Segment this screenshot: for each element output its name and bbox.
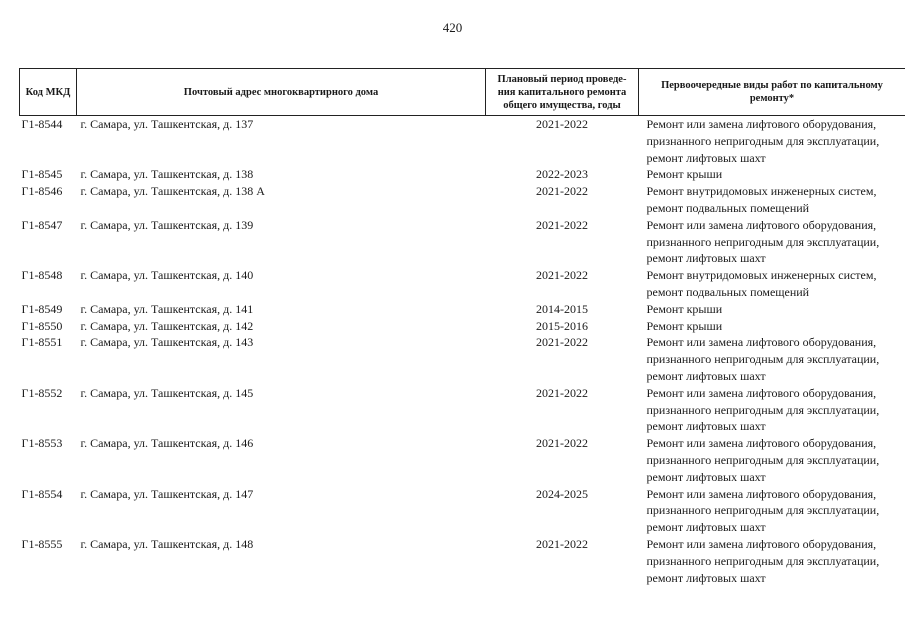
header-period — [486, 69, 639, 116]
cell-works — [639, 334, 905, 384]
works-line: ремонт подвальных помещений — [646, 200, 810, 215]
cell-works — [639, 435, 905, 485]
cell-address: г. Самара, ул. Ташкентская, д. 146 — [80, 436, 254, 451]
cell-period: 2021-2022 — [536, 536, 588, 551]
works-line: Ремонт или замена лифтового оборудования, — [646, 335, 877, 350]
table-row — [20, 301, 905, 318]
cell-works — [639, 536, 905, 586]
works-line: признанного непригодным для эксплуатации, — [646, 234, 880, 249]
works-line: признанного непригодным для эксплуатации, — [646, 452, 880, 467]
header-period-line: Плановый период проведе- — [497, 73, 627, 85]
cell-address: г. Самара, ул. Ташкентская, д. 142 — [80, 318, 254, 333]
cell-period: 2021-2022 — [536, 184, 588, 199]
page-number: 420 — [442, 20, 463, 35]
cell-code: Г1-8550 — [21, 318, 63, 333]
works-line: Ремонт крыши — [646, 301, 723, 316]
table-row — [20, 116, 905, 167]
cell-code: Г1-8544 — [21, 117, 63, 131]
table-row — [20, 486, 905, 536]
works-line: ремонт лифтовых шахт — [646, 570, 766, 585]
cell-period: 2021-2022 — [536, 335, 588, 350]
header-period-line: ния капитального ремонта — [497, 86, 627, 98]
cell-address: г. Самара, ул. Ташкентская, д. 140 — [80, 268, 254, 283]
cell-period: 2021-2022 — [536, 217, 588, 232]
header-address: Почтовый адрес многоквартирного дома — [77, 69, 486, 116]
cell-period: 2014-2015 — [536, 301, 588, 316]
cell-works — [639, 267, 905, 301]
works-line: ремонт лифтовых шахт — [646, 469, 766, 484]
works-line: ремонт подвальных помещений — [646, 284, 810, 299]
cell-period: 2024-2025 — [536, 486, 588, 501]
cell-works — [639, 166, 905, 183]
works-line: признанного непригодным для эксплуатации, — [646, 133, 880, 148]
cell-period: 2021-2022 — [536, 268, 588, 283]
table-body — [20, 116, 905, 587]
works-line: ремонт лифтовых шахт — [646, 520, 766, 535]
cell-code: Г1-8553 — [21, 436, 63, 451]
cell-code: Г1-8545 — [21, 167, 63, 182]
cell-code: Г1-8547 — [21, 217, 63, 232]
table-row — [20, 217, 905, 267]
cell-address: г. Самара, ул. Ташкентская, д. 138 — [80, 167, 254, 182]
works-line: Ремонт или замена лифтового оборудования, — [646, 385, 877, 400]
works-line: ремонт лифтовых шахт — [646, 419, 766, 434]
cell-period: 2021-2022 — [536, 436, 588, 451]
cell-address: г. Самара, ул. Ташкентская, д. 147 — [80, 486, 254, 501]
cell-works — [639, 183, 905, 217]
works-line: ремонт лифтовых шахт — [646, 368, 766, 383]
cell-works — [639, 318, 905, 335]
table-row — [20, 318, 905, 335]
table-row — [20, 334, 905, 384]
cell-period: 2022-2023 — [536, 167, 588, 182]
cell-works — [639, 486, 905, 536]
table-row — [20, 536, 905, 586]
header-works-line: Первоочередные виды работ по капитальному — [661, 80, 883, 91]
table-row — [20, 385, 905, 435]
cell-code: Г1-8551 — [21, 335, 63, 350]
works-line: признанного непригодным для эксплуатации, — [646, 402, 880, 417]
cell-address: г. Самара, ул. Ташкентская, д. 148 — [80, 536, 254, 551]
cell-period: 2021-2022 — [536, 385, 588, 400]
header-period-line: общего имущества, годы — [503, 99, 621, 111]
cell-code: Г1-8555 — [21, 536, 63, 551]
cell-works — [639, 116, 905, 167]
header-works-line: ремонту* — [749, 93, 795, 104]
table-row — [20, 435, 905, 485]
cell-address: г. Самара, ул. Ташкентская, д. 138 А — [80, 184, 265, 199]
cell-works — [639, 217, 905, 267]
works-line: Ремонт или замена лифтового оборудования, — [646, 117, 877, 131]
cell-works — [639, 385, 905, 435]
works-line: признанного непригодным для эксплуатации, — [646, 503, 880, 518]
cell-period: 2021-2022 — [536, 117, 588, 131]
cell-address: г. Самара, ул. Ташкентская, д. 137 — [80, 117, 254, 131]
works-line: Ремонт крыши — [646, 318, 723, 333]
header-row — [20, 69, 905, 116]
works-line: ремонт лифтовых шахт — [646, 150, 766, 165]
works-line: ремонт лифтовых шахт — [646, 251, 766, 266]
cell-code: Г1-8546 — [21, 184, 63, 199]
cell-code: Г1-8549 — [21, 301, 63, 316]
cell-period: 2015-2016 — [536, 318, 588, 333]
works-line: Ремонт или замена лифтового оборудования, — [646, 486, 877, 501]
works-line: признанного непригодным для эксплуатации, — [646, 352, 880, 367]
table-row — [20, 166, 905, 183]
cell-works — [639, 301, 905, 318]
cell-code: Г1-8552 — [21, 385, 63, 400]
table-row — [20, 183, 905, 217]
cell-address: г. Самара, ул. Ташкентская, д. 141 — [80, 301, 254, 316]
cell-code: Г1-8554 — [21, 486, 63, 501]
housing-register-table — [19, 68, 905, 586]
works-line: Ремонт или замена лифтового оборудования, — [646, 217, 877, 232]
works-line: Ремонт или замена лифтового оборудования, — [646, 536, 877, 551]
header-code: Код МКД — [20, 69, 77, 116]
works-line: Ремонт внутридомовых инженерных систем, — [646, 184, 877, 199]
works-line: Ремонт крыши — [646, 167, 723, 182]
table-header — [20, 69, 905, 116]
cell-address: г. Самара, ул. Ташкентская, д. 145 — [80, 385, 254, 400]
cell-code: Г1-8548 — [21, 268, 63, 283]
header-works — [639, 69, 905, 116]
works-line: признанного непригодным для эксплуатации, — [646, 553, 880, 568]
cell-address: г. Самара, ул. Ташкентская, д. 143 — [80, 335, 254, 350]
works-line: Ремонт внутридомовых инженерных систем, — [646, 268, 877, 283]
works-line: Ремонт или замена лифтового оборудования, — [646, 436, 877, 451]
cell-address: г. Самара, ул. Ташкентская, д. 139 — [80, 217, 254, 232]
table-row — [20, 267, 905, 301]
